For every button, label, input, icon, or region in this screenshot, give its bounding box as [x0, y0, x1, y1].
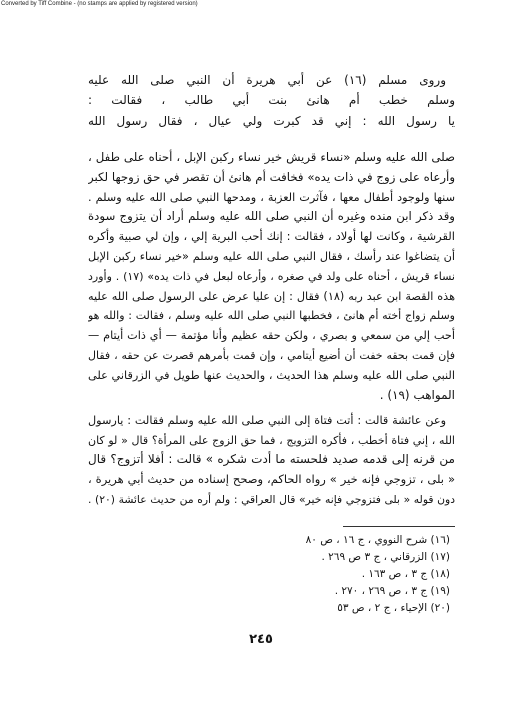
text-line: فإن قمت بحقه خفت أن أضيع أيتامي ، وإن قمت بأمرهم قصرت عن حقه ، فقال — [88, 348, 455, 362]
text-line: وأرعاه على زوج في ذات يده» فخافت أم هانئ أن تقصر في حق زوجها لكبر — [88, 169, 455, 184]
scan-conversion-banner: Converted by Tiff Combine - (no stamps are applied by registered version) — [1, 1, 198, 7]
footnote-separator — [343, 526, 455, 527]
text-line: من قرنه إلى قدمه صديد فلحسته ما أدت شكره » قالت : أفلا أتزوج؟ قال — [88, 452, 455, 467]
text-line: وعن عائشة قالت : أتت فتاة إلى النبي صلى الله عليه وسلم فقالت : يارسول — [88, 414, 446, 427]
text-line: « بلى ، تزوجي فإنه خير » رواه الحاكم، وصحح إسناده من حديث أبي هريرة ، — [88, 472, 455, 487]
page-number: ٢٤٥ — [249, 632, 273, 647]
text-line: هذه القصة ابن عبد ربه (١٨) فقال : إن عليا عرض على الرسول صلى الله عليه — [88, 289, 455, 303]
paragraph — [88, 411, 455, 509]
text-line: وسلم خطب أم هانئ بنت أبي طالب ، فقالت : — [88, 93, 455, 108]
paragraph — [88, 148, 455, 405]
text-line: القرشية ، وكانت لها أولاد ، فقالت : إنك أحب البرية إلي ، وإن لي صبية وأكره — [88, 229, 455, 244]
paragraph — [88, 70, 455, 131]
text-line: وروى مسلم (١٦) عن أبي هريرة أن النبي صلى الله عليه — [88, 73, 446, 87]
footnote: (١٧) الزرقاني ، ج ٣ ص ٢٦٩ . — [321, 551, 450, 563]
footnotes — [88, 532, 450, 617]
footnote: (١٨) ج ٣ ، ص ١٦٣ . — [361, 568, 450, 580]
text-line: الله ، إني فتاة أخطب ، فأكره التزويج ، فما حق الزوج على المرأة؟ قال « لو كان — [88, 433, 455, 447]
text-line: وسلم زواج أخته أم هانئ ، فخطبها النبي صلى الله عليه وسلم ، فقالت : والله هو — [88, 309, 455, 323]
text-line: نساء قريش ، أحناه على ولد في صغره ، وأرعاه لبعل في ذات يده» (١٧) . وأورد — [88, 269, 455, 283]
text-line: المواهب (١٩) . — [379, 387, 455, 402]
text-line: دون قوله « بلى فتزوجي فإنه خير» قال العراقي : ولم أره من حديث عائشة (٢٠) . — [88, 492, 455, 506]
footnote: (٢٠) الإحياء ، ج ٢ ، ص ٥٣ — [337, 602, 450, 614]
footnote: (١٦) شرح النووي ، ج ١٦ ، ص ٨٠ — [305, 534, 450, 546]
footnote: (١٩) ج ٣ ، ص ٢٦٩ ، ٢٧٠ . — [334, 585, 450, 597]
text-line: أحب إلي من سمعي و بصري ، ولكن حقه عظيم وأنا مؤتمة — أي ذات أيتام — — [88, 329, 455, 343]
text-line: النبي صلى الله عليه وسلم هذا الحديث ، والحديث عنها طويل في الزرقاني على — [88, 368, 455, 382]
text-line: أن يتضاغوا عند رأسك ، فقال النبي صلى الله عليه وسلم «خير نساء ركبن الإبل — [88, 249, 455, 263]
text-line: صلى الله عليه وسلم «نساء قريش خير نساء ركبن الإبل ، أحناه على طفل ، — [88, 150, 455, 164]
text-line: سنها ولوجود أطفال معها ، فآثرت العزبة ، ومدحها النبي صلى الله عليه وسلم . — [88, 190, 455, 204]
text-line: وقد ذكر ابن منده وغيره أن النبي صلى الله عليه وسلم أراد أن يتزوج سودة — [88, 209, 455, 224]
text-line: يا رسول الله : إني قد كبرت ولي عيال ، فقال رسول الله — [88, 113, 455, 128]
